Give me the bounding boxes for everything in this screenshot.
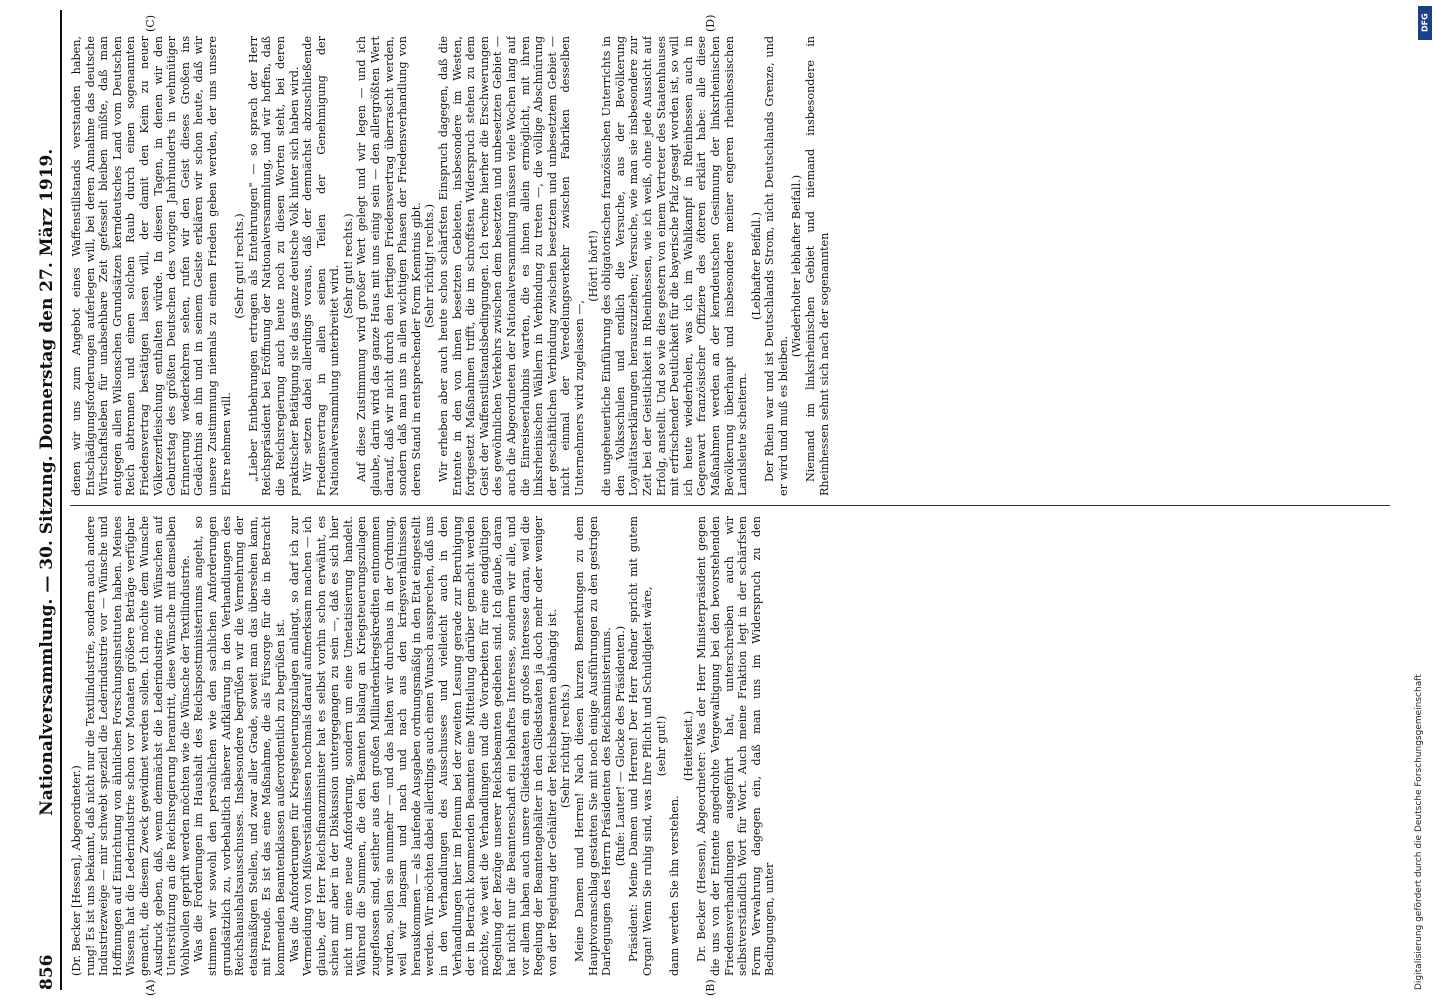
margin-marker-b: (B) [704,979,717,996]
paragraph: Wir setzen dabei allerdings voraus, daß der demnächst abzuschließende Friedensvertrag in allen seinen Teilen der Genehmigung der Nationalversammlung unterbreitet wird. [301,36,342,496]
paragraph: rung! Es ist uns bekannt, daß nicht nur die Textilindustrie, sondern auch andere Industriezweige — mir schwebt speziell die Lederindustrie vor — Wünsche und Hoffnungen auf Einrichtung von ähnlichen Forschungsinstituten haben. Meines Wissens hat die Lederindustrie schon vor Monaten größere Beträge verfügbar gemacht, die diesem Zweck gewidmet werden sollen. Ich möchte dem Wunsche Ausdruck geben, daß, wenn demnächst die Lederindustrie mit Wünschen auf Unterstützung an die Reichsregierung herantritt, diese Wünsche mit demselben Wohlwollen geprüft werden möchten wie die Wünsche der Textilindustrie. [83,516,192,976]
margin-marker-c: (C) [144,15,157,32]
digitization-note: Digitalisierung gefördert durch die Deutsche Forschungsgemeinschaft [1414,674,1424,990]
paragraph: Niemand im linksrheinischen Gebiet und niemand insbesondere in Rheinhessen sehnt sich nach der sogenannten [804,36,831,496]
interjection: (Rufe: Lauter! — Glocke des Präsidenten.) [613,625,627,867]
interjection: (sehr gut!) [654,715,668,777]
interjection: (Sehr gut! rechts.) [233,213,247,319]
interjection: (Sehr richtig! rechts.) [423,203,437,329]
header-rule [60,10,62,990]
paragraph: Dr. Becker (Hessen), Abgeordneter: Was der Herr Ministerpräsident gegen die uns von der Entente angedrohte Vergewaltigung bei den bevorstehenden Friedensverhandlungen ausgeführt hat, unterschreiben auch wir selbstverständlich Wort für Wort. Auch meine Fraktion legt in der schärfsten Form Verwahrung dagegen ein, daß man uns im Widerspruch zu den Bedingungen, unter [695,516,777,976]
paragraph: „Lieber Entbehrungen ertragen als Entehrungen" — so sprach der Herr Reichspräsident bei Eröffnung der Nationalversammlung, und wir hoffen, daß die Reichsregierung auch heute noch zu diesen Worten steht, bei deren praktischer Betätigung sie das ganze deutsche Volk hinter sich haben wird. [246,36,301,496]
paragraph: (Dr. Becker [Hessen], Abgeordneter.) [70,765,83,976]
interjection: (Lebhafter Beifall.) [749,212,763,320]
interjection: (Heiterkeit.) [681,710,695,782]
paragraph: denen wir uns zum Angebot eines Waffenstillstands verstanden haben, Entschädigungsforderungen auferlegen will, bei deren Annahme das deutsche Wirtschaftsleben für unabsehbare Zeit gefesselt bleiben müßte, daß man entgegen allen Wilsonschen Grundsätzen kerndeutsches Land vom Deutschen Reich abtrennen und einen solchen Raub durch einen sogenannten Friedensvertrag bestätigen lassen will, der damit den Keim zu neuer Völkerzerfleischung enthalten würde. In diesen Tagen, in denen wir den Geburtstag des größten Deutschen des vorigen Jahrhunderts in wehmütiger Erinnerung wiederkehren sehen, rufen wir den Geist dieses Großen ins Gedächtnis an ihn und in seinem Geiste erklären wir schon heute, daß wir unsere Zustimmung niemals zu einem Frieden geben werden, der uns unsere Ehre nehmen will. [70,36,233,496]
running-title: Nationalversammlung. — 30. Sitzung. Donnerstag den 27. März 1919. [37,148,57,816]
paragraph: Präsident: Meine Damen und Herren! Der Herr Redner spricht mit gutem Organ! Wenn Sie ruhig sind, was Ihre Pflicht und Schuldigkeit wäre, [627,516,654,976]
paragraph: Meine Damen und Herren! Nach diesen kurzen Bemerkungen zu dem Hauptvoranschlag gestatten Sie mit noch einige Ausführungen zu den gestrigen Darlegungen des Herrn Präsidenten des Reichsministeriums. [572,516,614,976]
paragraph: Auf diese Zustimmung wird großer Wert gelegt und wir legen — und ich glaube, darin wird das ganze Haus mit uns einig sein — den allergrößten Wert darauf, daß wir nicht durch den fertigen Friedensvertrag überrascht werden, sondern daß man uns in allen wichtigen Phasen der Friedensverhandlung von deren Stand in entsprechender Form Kenntnis gibt. [355,36,423,496]
interjection: (Hört! hört!) [586,230,600,302]
paragraph: Wir erheben aber auch heute schon schärfsten Einspruch dagegen, daß die Entente in den von ihnen besetzten Gebieten, insbesondere im Westen, fortgesetzt Maßnahmen trifft, die im schroffsten Widerspruch stehen zu dem Geist der Waffenstillstandsbedingungen. Ich rechne hierher die Erschwerungen des gewöhnlichen Verkehrs zwischen dem besetzten und unbesetzten Gebiet — auch die Abgeordneten der Nationalversammlung müssen viele Wochen lang auf die Einreiseerlaubnis warten, die es ihnen allein ermöglicht, mit ihren linksrheinischen Wählern in Verbindung zu treten —, die völlige Abschnürung der geschäftlichen Verbindung zwischen besetztem und unbesetztem Gebiet — nicht einmal der Veredelungsverkehr zwischen Fabriken desselben Unternehmers wird zugelassen —, [437,36,586,496]
header-row [36,10,58,990]
paragraph: dann werden Sie ihn verstehen. [668,795,682,976]
right-column [70,36,1400,496]
left-column [70,516,1400,976]
interjection: (Wiederholter lebhafter Beifall.) [790,174,804,358]
column-divider [70,505,1390,506]
paragraph: Was die Anforderungen für Kriegsteuerungszulagen anlangt, so darf ich zur Vermeidung von Mißverständnissen nochmals darauf aufmerksam machen — ich glaube, der Herr Reichsfinanzminister hat es selbst vorhin schon erwähnt, es schien mir aber in der Diskussion untergegangen zu sein —, daß es sich hier nicht um eine neue Anforderung, sondern um eine Umetatisierung handelt. Während die Summen, die den Beamten bislang an Kriegsteuerungszulagen zugeflossen sind, seither aus den großen Milliardenkriegskrediten entnommen wurden, sollen sie nunmehr — und das halten wir durchaus in der Ordnung, weil wir langsam und nach und nach aus den kriegsverhältnissen herauskommen — als laufende Ausgaben ordnungsmäßig in den Etat eingestellt werden. Wir möchten dabei allerdings auch einen Wunsch aussprechen, daß uns in den Verhandlungen des Ausschusses und vielleicht auch in den Verhandlungen hier im Plenum bei der zweiten Lesung gerade zur Beruhigung der in Betracht kommenden Beamten eine Mitteilung darüber gemacht werden möchte, wie weit die Verhandlungen und die Vorarbeiten für eine endgültigen Regelung der Bezüge unserer Reichsbeamten gediehen sind. Ich glaube, daran hat nicht nur die Beamtenschaft ein lebhaftes Interesse, sondern wir alle, und vor allem haben auch unsere Gliedstaaten ein großes Interesse daran, weil die Regelung der Beamtengehälter in den Gliedstaaten ja doch mehr oder weniger von der Regelung der Gehälter der Reichsbeamten abhängig ist. [287,516,559,976]
margin-marker-d: (D) [704,14,717,32]
dfg-logo: DFG [1418,6,1432,40]
paragraph: Was die Forderungen im Haushalt des Reichspostministeriums angeht, so stimmen wir sowohl den persönlichen wie den sachlichen Anforderungen grundsätzlich zu, vorbehaltlich näherer Aufklärung in den Verhandlungen des Reichshaushaltsausschusses. Insbesondere begrüßen wir die Vermehrung der etatsmäßigen Stellen, und zwar aller Grade, soweit man das übersehen kann, mit Freude. Es ist das eine Maßnahme, die als Fürsorge für die in Betracht kommenden Beamtenklassen außerordentlich zu begrüßen ist. [192,516,287,976]
interjection: (Sehr richtig! rechts.) [559,683,573,809]
paragraph: die ungeheuerliche Einführung des obligatorischen französischen Unterrichts in den Volksschulen und endlich die Versuche, aus der Bevölkerung Loyalitätserklärungen herauszuziehen; Versuche, wie man sie insbesondere zur Zeit bei der Geistlichkeit in Rheinhessen, wie ich weiß, ohne jede Aussicht auf Erfolg, anstellt. Und so wie dies gestern von einem Vertreter des Staatenhauses mit erfrischender Deutlichkeit für die bayerische Pfalz gesagt worden ist, so will ich heute wiederholen, was ich im Wahlkampf in Rheinhessen auch in Gegenwart französischer Offiziere des öfteren erklärt habe: alle diese Maßnahmen werden an der kerndeutschen Gesinnung der linksrheinischen Bevölkerung überhaupt und insbesondere meiner engeren rheinhessischen Landsleute scheitern. [600,36,750,496]
paragraph: Der Rhein war und ist Deutschlands Strom, nicht Deutschlands Grenze, und er wird und muß es bleiben. [763,36,790,496]
page-number-label: 856 [37,954,57,990]
margin-marker-a: (A) [144,979,157,996]
rotated-content [4,0,1404,996]
interjection: (Sehr gut! rechts.) [341,213,355,319]
